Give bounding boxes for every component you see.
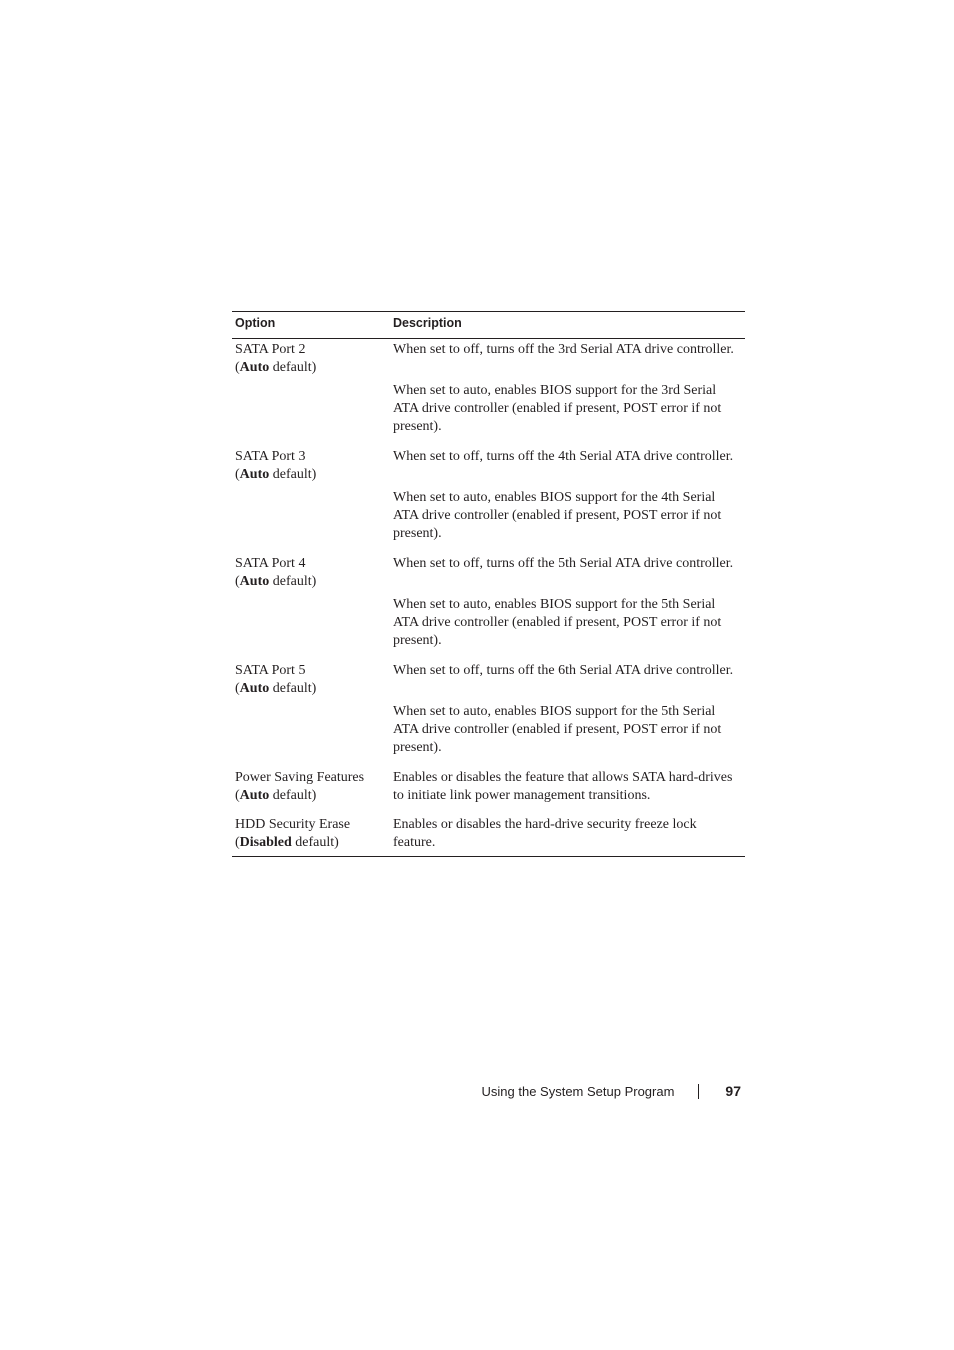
- option-default-value: Auto: [239, 573, 270, 589]
- table-row: [232, 697, 745, 760]
- option-cell: [232, 590, 390, 653]
- option-name: SATA Port 3: [235, 448, 306, 464]
- default-open-paren: (: [235, 835, 240, 851]
- option-name: SATA Port 2: [235, 341, 306, 357]
- option-default-suffix: default): [269, 787, 317, 803]
- option-cell: [232, 697, 390, 760]
- description-text: When set to auto, enables BIOS support for the 5th Serial ATA drive controller (enabled if present, POST error if not present).: [393, 597, 722, 648]
- option-default-suffix: default): [269, 680, 317, 696]
- option-default-value: Auto: [239, 787, 270, 803]
- option-cell: [232, 547, 390, 591]
- default-open-paren: (: [235, 680, 240, 696]
- description-text: When set to off, turns off the 3rd Serial ATA drive controller.: [393, 341, 734, 357]
- description-cell: [390, 808, 745, 856]
- option-default-suffix: default): [269, 359, 317, 375]
- option-default-suffix: default): [269, 573, 317, 589]
- option-cell: [232, 808, 390, 856]
- description-cell: [390, 376, 745, 439]
- description-cell: [390, 761, 745, 809]
- description-cell: [390, 483, 745, 546]
- option-default-suffix: default): [269, 466, 317, 482]
- option-default-value: Auto: [239, 680, 270, 696]
- table-row: [232, 547, 745, 591]
- option-cell: [232, 483, 390, 546]
- column-header-description: Description: [390, 312, 745, 339]
- option-name: SATA Port 4: [235, 555, 306, 571]
- default-open-paren: (: [235, 466, 240, 482]
- option-name: HDD Security Erase: [235, 817, 351, 833]
- option-name: SATA Port 5: [235, 662, 306, 678]
- table-row: [232, 440, 745, 484]
- default-open-paren: (: [235, 359, 240, 375]
- option-cell: [232, 440, 390, 484]
- default-open-paren: (: [235, 787, 240, 803]
- description-text: When set to auto, enables BIOS support for the 3rd Serial ATA drive controller (enabled if present, POST error if not present).: [393, 383, 722, 434]
- table-row: [232, 654, 745, 698]
- table-header-row: [232, 312, 745, 339]
- description-cell: [390, 440, 745, 484]
- table-row: [232, 376, 745, 439]
- default-open-paren: (: [235, 573, 240, 589]
- option-name: Power Saving Features: [235, 769, 365, 785]
- page-footer: [482, 1083, 742, 1099]
- description-text: When set to off, turns off the 6th Serial ATA drive controller.: [393, 662, 734, 678]
- description-text: Enables or disables the feature that allows SATA hard-drives to initiate link power management transitions.: [393, 769, 733, 803]
- table-row: [232, 761, 745, 809]
- footer-separator: [698, 1084, 699, 1099]
- description-cell: [390, 547, 745, 591]
- table-body: [232, 338, 745, 856]
- table-row: [232, 483, 745, 546]
- option-default-value: Disabled: [239, 835, 292, 851]
- description-text: When set to off, turns off the 5th Serial ATA drive controller.: [393, 555, 734, 571]
- column-header-option: Option: [232, 312, 390, 339]
- description-cell: [390, 338, 745, 376]
- description-cell: [390, 590, 745, 653]
- description-text: When set to off, turns off the 4th Serial ATA drive controller.: [393, 448, 734, 464]
- description-cell: [390, 654, 745, 698]
- description-text: Enables or disables the hard-drive security freeze lock feature.: [393, 817, 697, 851]
- option-default-value: Auto: [239, 466, 270, 482]
- page-number: 97: [725, 1083, 741, 1099]
- option-default-value: Auto: [239, 359, 270, 375]
- description-cell: [390, 697, 745, 760]
- table-row: [232, 808, 745, 856]
- option-cell: [232, 761, 390, 809]
- table-row: [232, 338, 745, 376]
- option-cell: [232, 376, 390, 439]
- bios-options-table: [232, 311, 745, 857]
- description-text: When set to auto, enables BIOS support for the 4th Serial ATA drive controller (enabled if present, POST error if not present).: [393, 490, 722, 541]
- table-row: [232, 590, 745, 653]
- option-cell: [232, 654, 390, 698]
- footer-section-title: Using the System Setup Program: [481, 1083, 675, 1099]
- option-cell: [232, 338, 390, 376]
- option-default-suffix: default): [291, 835, 339, 851]
- description-text: When set to auto, enables BIOS support for the 5th Serial ATA drive controller (enabled if present, POST error if not present).: [393, 704, 722, 755]
